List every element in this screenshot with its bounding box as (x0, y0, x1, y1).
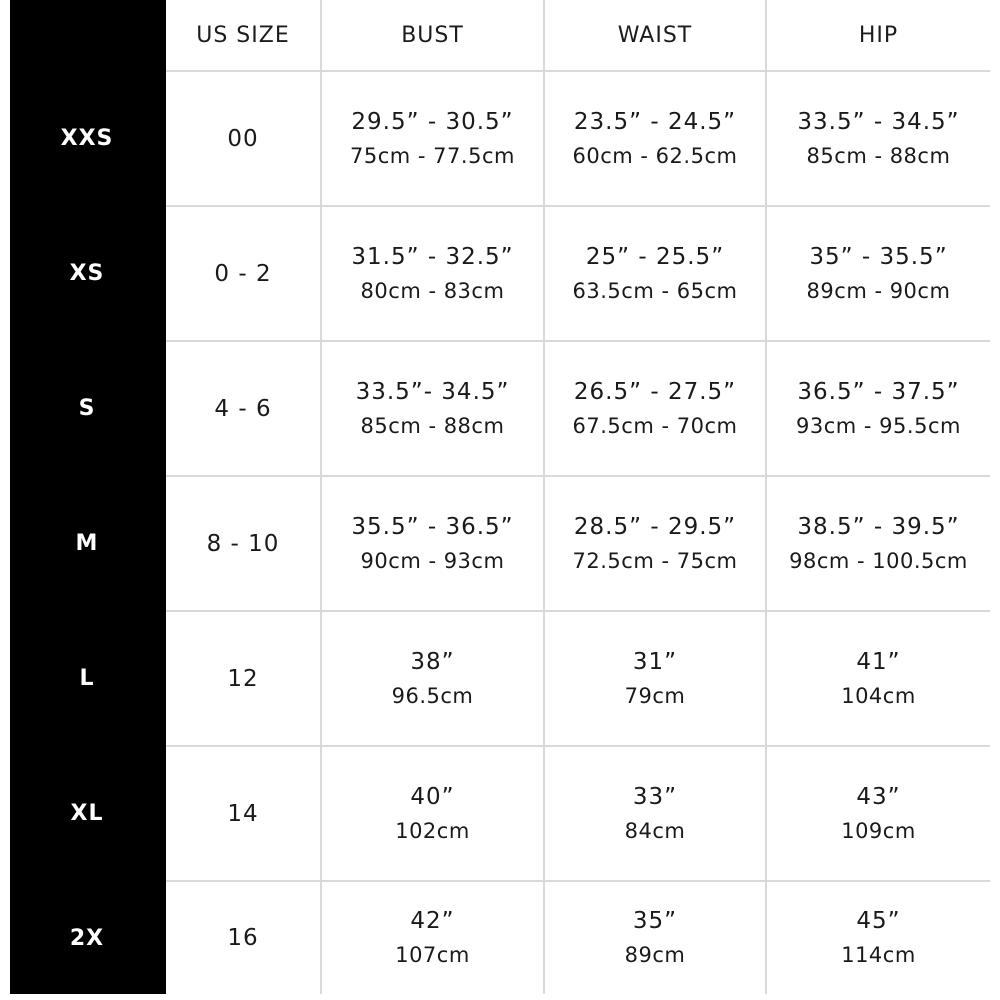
hip-cm: 93cm - 95.5cm (796, 413, 961, 438)
waist-inches: 26.5” - 27.5” (573, 378, 737, 405)
us-size-value: 0 - 2 (165, 206, 321, 341)
us-size-value: 12 (165, 611, 321, 746)
waist-cm: 84cm (624, 818, 686, 843)
bust-cm: 90cm - 93cm (360, 548, 505, 573)
hip-cm: 109cm (841, 818, 916, 843)
waist-cm: 60cm - 62.5cm (572, 143, 738, 168)
hip-inches: 35” - 35.5” (809, 243, 948, 270)
hip-inches: 36.5” - 37.5” (797, 378, 960, 405)
hip-cm: 114cm (841, 943, 916, 967)
size-chart-table (10, 0, 990, 994)
bust-inches: 42” (410, 908, 455, 934)
header-waist: WAIST (544, 0, 766, 71)
table-row (10, 881, 990, 994)
bust-cm: 75cm - 77.5cm (350, 143, 515, 168)
waist-inches: 23.5” - 24.5” (573, 108, 737, 135)
bust-cell (321, 746, 544, 881)
waist-cell (544, 71, 766, 206)
size-label: XS (10, 206, 165, 341)
us-size-value: 00 (165, 71, 321, 206)
hip-cell (766, 341, 990, 476)
header-corner (10, 0, 165, 71)
waist-cell (544, 746, 766, 881)
bust-inches: 29.5” - 30.5” (351, 108, 514, 135)
hip-inches: 45” (856, 908, 901, 934)
waist-cell (544, 476, 766, 611)
us-size-value: 8 - 10 (165, 476, 321, 611)
waist-inches: 33” (632, 783, 678, 810)
bust-inches: 35.5” - 36.5” (351, 513, 514, 540)
header-us-size: US SIZE (165, 0, 321, 71)
size-label: 2X (10, 881, 165, 994)
hip-cell (766, 746, 990, 881)
bust-cm: 96.5cm (391, 683, 474, 708)
table-row (10, 71, 990, 206)
table-row (10, 206, 990, 341)
hip-cm: 104cm (841, 683, 916, 708)
bust-cell (321, 206, 544, 341)
waist-cm: 67.5cm - 70cm (572, 413, 738, 438)
bust-inches: 31.5” - 32.5” (351, 243, 514, 270)
waist-inches: 31” (632, 648, 678, 675)
hip-inches: 41” (856, 648, 901, 675)
waist-inches: 28.5” - 29.5” (573, 513, 737, 540)
hip-cell (766, 476, 990, 611)
table-row (10, 476, 990, 611)
hip-cm: 89cm - 90cm (806, 278, 951, 303)
table-row (10, 341, 990, 476)
table-row (10, 746, 990, 881)
waist-cm: 63.5cm - 65cm (572, 278, 738, 303)
hip-cell (766, 611, 990, 746)
waist-cell (544, 341, 766, 476)
hip-cell (766, 71, 990, 206)
bust-cell (321, 341, 544, 476)
us-size-value: 14 (165, 746, 321, 881)
bust-cm: 102cm (395, 818, 470, 843)
table-row (10, 611, 990, 746)
size-label: XL (10, 746, 165, 881)
waist-cell (544, 206, 766, 341)
hip-inches: 33.5” - 34.5” (797, 108, 960, 135)
header-hip: HIP (766, 0, 990, 71)
size-label: S (10, 341, 165, 476)
bust-inches: 33.5”- 34.5” (355, 378, 510, 405)
waist-cm: 79cm (624, 683, 686, 708)
waist-cm: 72.5cm - 75cm (572, 548, 738, 573)
waist-inches: 25” - 25.5” (585, 243, 725, 270)
hip-inches: 43” (856, 783, 901, 810)
bust-inches: 38” (410, 648, 455, 675)
bust-cell (321, 881, 544, 994)
bust-cell (321, 611, 544, 746)
bust-inches: 40” (410, 783, 455, 810)
size-label: M (10, 476, 165, 611)
hip-inches: 38.5” - 39.5” (797, 513, 960, 540)
bust-cell (321, 71, 544, 206)
waist-cm: 89cm (624, 943, 686, 967)
hip-cell (766, 881, 990, 994)
hip-cm: 98cm - 100.5cm (789, 548, 968, 573)
hip-cm: 85cm - 88cm (806, 143, 951, 168)
us-size-value: 16 (165, 881, 321, 994)
waist-cell (544, 611, 766, 746)
header-bust: BUST (321, 0, 544, 71)
size-label: L (10, 611, 165, 746)
bust-cm: 107cm (395, 943, 470, 967)
waist-cell (544, 881, 766, 994)
us-size-value: 4 - 6 (165, 341, 321, 476)
bust-cm: 80cm - 83cm (360, 278, 505, 303)
size-label: XXS (10, 71, 165, 206)
bust-cell (321, 476, 544, 611)
waist-inches: 35” (632, 908, 678, 934)
hip-cell (766, 206, 990, 341)
bust-cm: 85cm - 88cm (360, 413, 505, 438)
header-row (10, 0, 990, 71)
